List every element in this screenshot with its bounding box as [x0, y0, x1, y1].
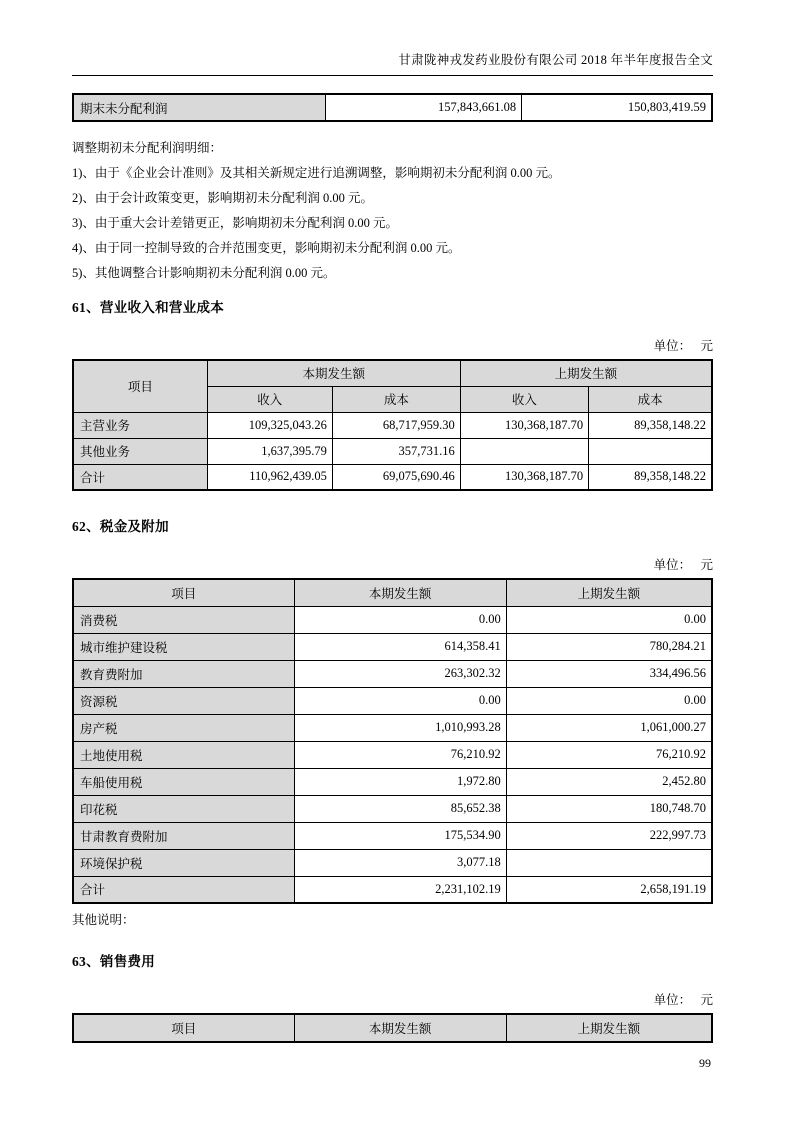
row-value: [589, 438, 712, 464]
row-label: 合计: [73, 464, 207, 490]
table-row: [73, 606, 712, 633]
unit-label-63: 单位： 元: [653, 993, 713, 1007]
row-label: 环境保护税: [73, 849, 294, 876]
row-value: 0.00: [506, 606, 712, 633]
table-row: [73, 464, 712, 490]
taxes-table: [72, 578, 713, 904]
retained-earnings-table: [72, 93, 713, 122]
col-header-item: 项目: [73, 1014, 294, 1042]
row-label: 教育费附加: [73, 660, 294, 687]
table-row: [73, 795, 712, 822]
col-header-current: 本期发生额: [207, 360, 460, 386]
row-label: 车船使用税: [73, 768, 294, 795]
row-value: 85,652.38: [294, 795, 506, 822]
row-label: 主营业务: [73, 412, 207, 438]
col-header-current: 本期发生额: [294, 579, 506, 606]
row-value: 2,452.80: [506, 768, 712, 795]
col-header-income: 收入: [460, 386, 588, 412]
row-value: 357,731.16: [332, 438, 460, 464]
report-title: 甘肃陇神戎发药业股份有限公司 2018 年半年度报告全文: [398, 53, 713, 67]
table-row: [73, 876, 712, 903]
table-row: [73, 438, 712, 464]
row-value: 89,358,148.22: [589, 412, 712, 438]
row-value: 89,358,148.22: [589, 464, 712, 490]
table-row: [73, 714, 712, 741]
adjustment-notes: [72, 136, 713, 286]
col-header-prior: 上期发生额: [506, 1014, 712, 1042]
row-value: 334,496.56: [506, 660, 712, 687]
row-label: 印花税: [73, 795, 294, 822]
row-value: 130,368,187.70: [460, 464, 588, 490]
row-value: 0.00: [294, 606, 506, 633]
row-value: 2,658,191.19: [506, 876, 712, 903]
row-value: 175,534.90: [294, 822, 506, 849]
row-label: 土地使用税: [73, 741, 294, 768]
col-header-income: 收入: [207, 386, 332, 412]
table-header-row: [73, 360, 712, 386]
table-row: [73, 660, 712, 687]
table-row: [73, 94, 712, 121]
col-header-cost: 成本: [332, 386, 460, 412]
table-row: [73, 633, 712, 660]
row-value: 0.00: [506, 687, 712, 714]
note-item: 5)、其他调整合计影响期初未分配利润 0.00 元。: [72, 266, 336, 280]
row-value: 76,210.92: [506, 741, 712, 768]
notes-intro: 调整期初未分配利润明细：: [72, 141, 223, 155]
table-header-row: [73, 1014, 712, 1042]
row-value: 180,748.70: [506, 795, 712, 822]
table-row: [73, 687, 712, 714]
note-item: 3)、由于重大会计差错更正，影响期初未分配利润 0.00 元。: [72, 216, 399, 230]
table-row: [73, 822, 712, 849]
page-header: [72, 50, 713, 76]
row-label: 其他业务: [73, 438, 207, 464]
row-value: 69,075,690.46: [332, 464, 460, 490]
table-row: [73, 768, 712, 795]
row-value: [460, 438, 588, 464]
row-label: 消费税: [73, 606, 294, 633]
row-value-prior: 150,803,419.59: [522, 94, 712, 121]
row-value: 222,997.73: [506, 822, 712, 849]
col-header-prior: 上期发生额: [460, 360, 712, 386]
unit-label-62: 单位： 元: [653, 558, 713, 572]
row-value: 1,637,395.79: [207, 438, 332, 464]
row-label: 合计: [73, 876, 294, 903]
row-value: 110,962,439.05: [207, 464, 332, 490]
note-item: 4)、由于同一控制导致的合并范围变更，影响期初未分配利润 0.00 元。: [72, 241, 461, 255]
row-value: 1,061,000.27: [506, 714, 712, 741]
row-value: 780,284.21: [506, 633, 712, 660]
row-label: 城市维护建设税: [73, 633, 294, 660]
row-label: 房产税: [73, 714, 294, 741]
row-value: 1,010,993.28: [294, 714, 506, 741]
unit-label-61: 单位： 元: [653, 339, 713, 353]
col-header-cost: 成本: [589, 386, 712, 412]
section-61-heading: 61、营业收入和营业成本: [72, 300, 225, 315]
selling-expenses-table: [72, 1013, 713, 1043]
row-value: [506, 849, 712, 876]
page-content: [72, 0, 713, 1071]
table-row: [73, 849, 712, 876]
row-label: 期末未分配利润: [73, 94, 325, 121]
row-value: 76,210.92: [294, 741, 506, 768]
row-label: 甘肃教育费附加: [73, 822, 294, 849]
section-63-heading: 63、销售费用: [72, 954, 156, 969]
table-row: [73, 412, 712, 438]
row-value: 0.00: [294, 687, 506, 714]
row-value: 130,368,187.70: [460, 412, 588, 438]
row-value: 263,302.32: [294, 660, 506, 687]
row-value: 3,077.18: [294, 849, 506, 876]
col-header-item: 项目: [73, 360, 207, 412]
table-row: [73, 741, 712, 768]
row-value: 68,717,959.30: [332, 412, 460, 438]
row-value-current: 157,843,661.08: [325, 94, 521, 121]
revenue-cost-table: [72, 359, 713, 491]
row-value: 614,358.41: [294, 633, 506, 660]
col-header-current: 本期发生额: [294, 1014, 506, 1042]
row-value: 2,231,102.19: [294, 876, 506, 903]
row-value: 109,325,043.26: [207, 412, 332, 438]
row-value: 1,972.80: [294, 768, 506, 795]
row-label: 资源税: [73, 687, 294, 714]
table-header-row: [73, 579, 712, 606]
page-number: 99: [699, 1056, 711, 1070]
col-header-item: 项目: [73, 579, 294, 606]
note-item: 2)、由于会计政策变更，影响期初未分配利润 0.00 元。: [72, 191, 374, 205]
section-62-heading: 62、税金及附加: [72, 519, 169, 534]
other-notes-label: 其他说明：: [72, 913, 135, 927]
note-item: 1)、由于《企业会计准则》及其相关新规定进行追溯调整，影响期初未分配利润 0.00 元。: [72, 166, 561, 180]
col-header-prior: 上期发生额: [506, 579, 712, 606]
